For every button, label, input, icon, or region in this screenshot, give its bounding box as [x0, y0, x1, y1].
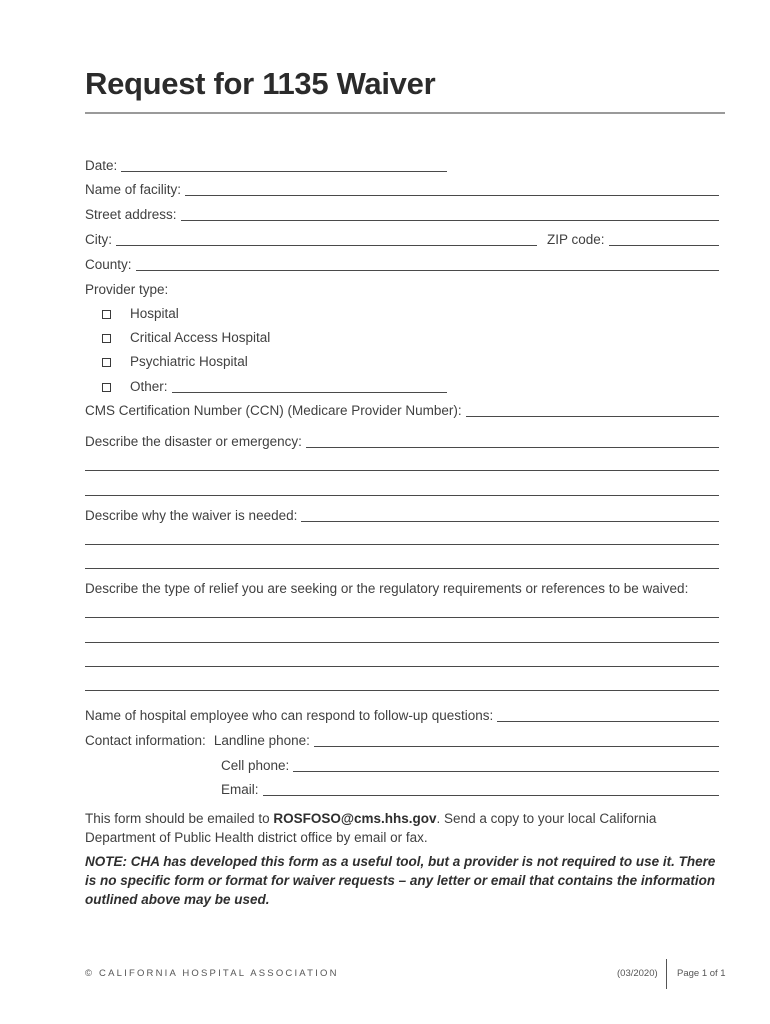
disaster-line-3[interactable]	[85, 495, 719, 496]
ccn-field[interactable]	[466, 402, 719, 417]
relief-line-1[interactable]	[85, 617, 719, 618]
disaster-line-2[interactable]	[85, 470, 719, 471]
why-needed-line-3[interactable]	[85, 568, 719, 569]
cell-label: Cell phone:	[221, 758, 290, 773]
psychiatric-checkbox[interactable]	[102, 358, 111, 367]
cell-field[interactable]	[293, 757, 719, 772]
footer-divider	[666, 959, 667, 989]
relief-line-4[interactable]	[85, 690, 719, 691]
submission-email-link[interactable]: ROSFOSO@cms.hhs.gov	[273, 811, 437, 826]
note-label: NOTE:	[85, 854, 127, 869]
footer-date: (03/2020)	[617, 968, 658, 979]
provider-option	[102, 326, 402, 346]
provider-option	[102, 302, 402, 322]
relief-label: Describe the type of relief you are seeking or the regulatory requirements or references to be waived:	[85, 581, 689, 596]
other-checkbox[interactable]	[102, 383, 111, 392]
provider-option-label: Psychiatric Hospital	[130, 354, 248, 369]
employee-name-field[interactable]	[497, 707, 719, 722]
street-row	[85, 203, 719, 223]
note-text: CHA has developed this form as a useful tool, but a provider is not required to use it. There is no specific form or format for waiver requests – any letter or email that contains the information outlined above may be used.	[85, 854, 716, 907]
employee-name-label: Name of hospital employee who can respond to follow-up questions:	[85, 708, 494, 723]
provider-type-label: Provider type:	[85, 282, 169, 297]
ccn-row	[85, 399, 719, 419]
county-field[interactable]	[136, 256, 719, 271]
landline-row	[85, 729, 719, 749]
county-row	[85, 253, 719, 273]
zip-row	[547, 228, 719, 248]
facility-row	[85, 178, 719, 198]
instructions-paragraph	[85, 809, 725, 847]
city-row	[85, 228, 537, 248]
cell-row	[221, 754, 719, 774]
provider-type-row	[85, 278, 385, 298]
contact-info-label: Contact information:	[85, 733, 206, 748]
facility-name-label: Name of facility:	[85, 182, 182, 197]
relief-row	[85, 577, 725, 597]
street-address-label: Street address:	[85, 207, 177, 222]
why-needed-label: Describe why the waiver is needed:	[85, 508, 298, 523]
provider-option	[102, 350, 402, 370]
zip-field[interactable]	[609, 231, 719, 246]
other-field[interactable]	[172, 378, 447, 393]
note-paragraph	[85, 852, 725, 909]
why-needed-field[interactable]	[301, 507, 719, 522]
employee-row	[85, 704, 719, 724]
why-needed-row	[85, 504, 719, 524]
title-divider	[85, 112, 725, 114]
instructions-suffix: . Send a copy to your local California Department of Public Health district office by email or fax.	[85, 811, 657, 845]
provider-option-label: Critical Access Hospital	[130, 330, 271, 345]
date-field[interactable]	[121, 157, 447, 172]
zip-label: ZIP code:	[547, 232, 605, 247]
date-row	[85, 154, 447, 174]
date-label: Date:	[85, 158, 118, 173]
hospital-checkbox[interactable]	[102, 310, 111, 319]
why-needed-line-2[interactable]	[85, 544, 719, 545]
city-field[interactable]	[116, 231, 537, 246]
email-row	[221, 778, 719, 798]
provider-option	[102, 375, 447, 395]
disaster-label: Describe the disaster or emergency:	[85, 434, 302, 449]
ccn-label: CMS Certification Number (CCN) (Medicare Provider Number):	[85, 403, 462, 418]
footer-copyright: © CALIFORNIA HOSPITAL ASSOCIATION	[85, 968, 339, 979]
email-field[interactable]	[263, 781, 719, 796]
instructions-prefix: This form should be emailed to	[85, 811, 274, 826]
city-label: City:	[85, 232, 112, 247]
provider-option-label: Other:	[130, 379, 168, 394]
landline-field[interactable]	[314, 732, 719, 747]
critical-access-checkbox[interactable]	[102, 334, 111, 343]
disaster-field[interactable]	[306, 433, 719, 448]
email-label: Email:	[221, 782, 259, 797]
footer-page-number: Page 1 of 1	[677, 968, 726, 979]
street-address-field[interactable]	[181, 206, 719, 221]
landline-label: Landline phone:	[213, 733, 310, 748]
county-label: County:	[85, 257, 132, 272]
relief-line-3[interactable]	[85, 666, 719, 667]
facility-name-field[interactable]	[185, 181, 719, 196]
page-title: Request for 1135 Waiver	[85, 66, 436, 101]
disaster-row	[85, 430, 719, 450]
relief-line-2[interactable]	[85, 642, 719, 643]
provider-option-label: Hospital	[130, 306, 179, 321]
